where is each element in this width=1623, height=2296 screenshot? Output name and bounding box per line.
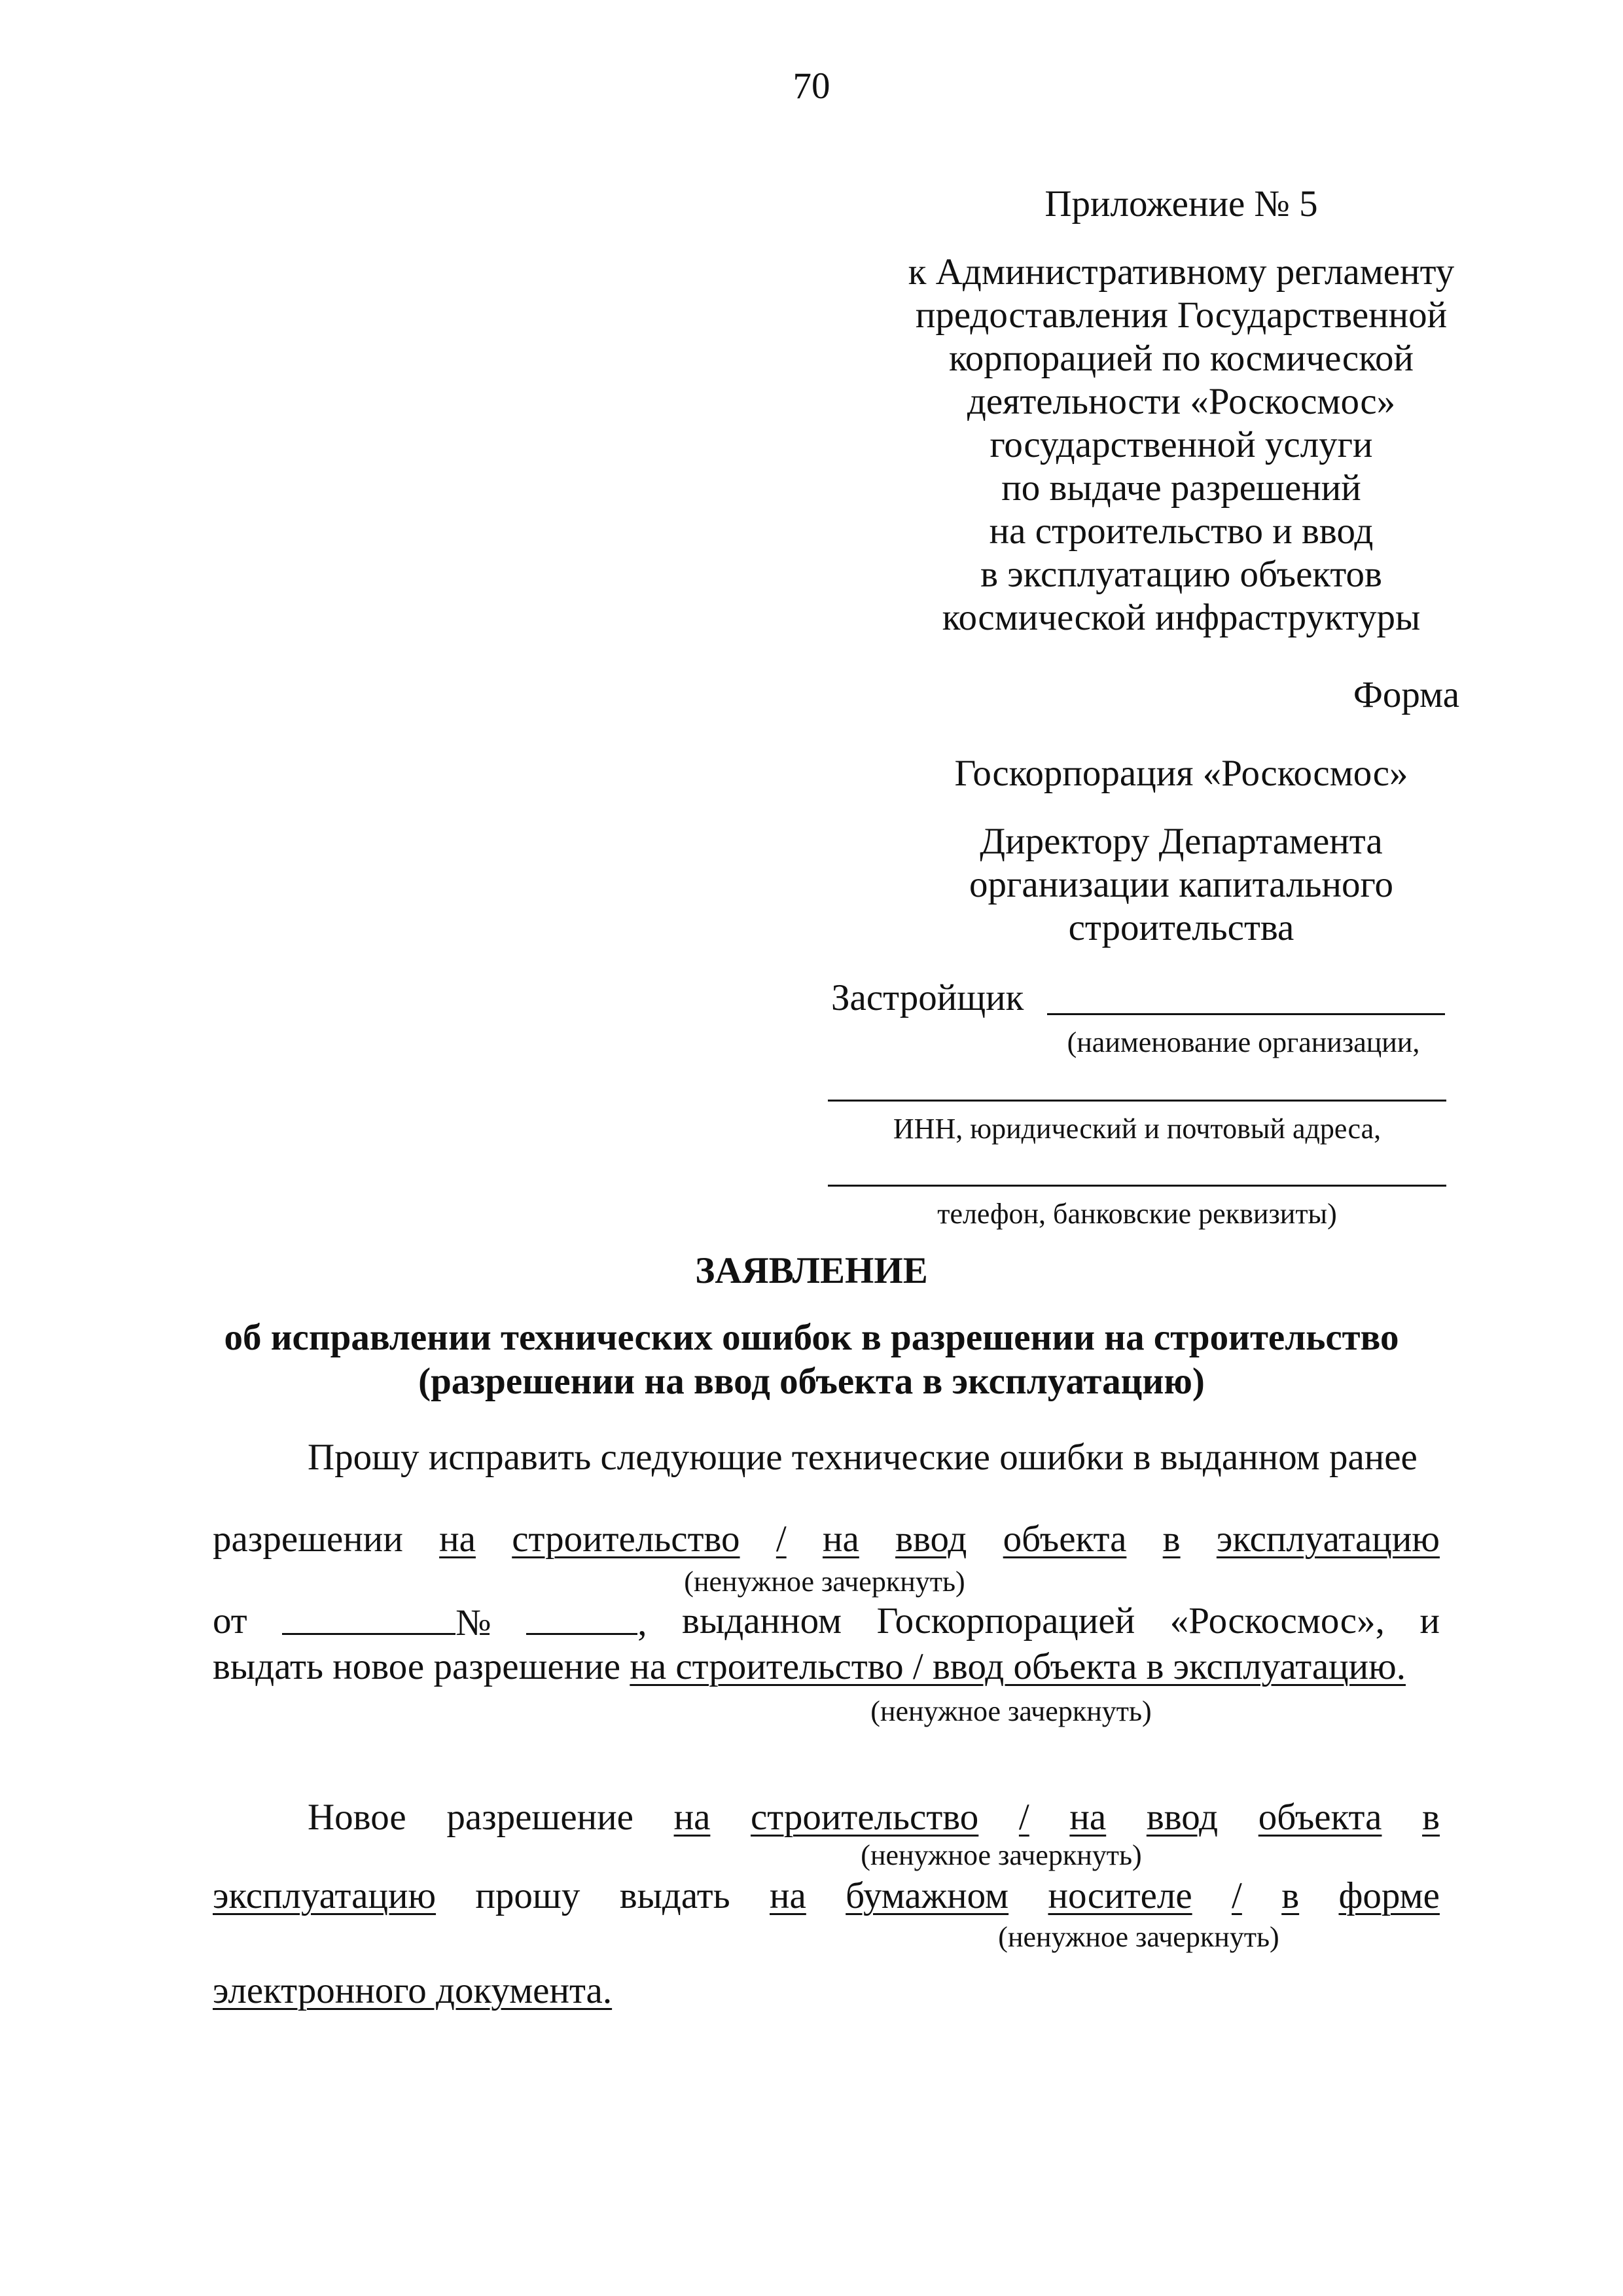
appendix-line: корпорацией по космической [949, 338, 1414, 379]
word-underlined: ввод [1146, 1797, 1219, 1838]
appendix-line: предоставления Государственной [915, 295, 1448, 336]
developer-label: Застройщик [831, 977, 1024, 1018]
appendix-line: на строительство и ввод [989, 511, 1374, 552]
document-title: ЗАЯВЛЕНИЕ [695, 1250, 928, 1291]
paragraph-2-line-3 [213, 1970, 998, 2012]
word: Госкорпорацией [876, 1600, 1135, 1641]
word-underlined: объекта [1258, 1797, 1382, 1838]
permit-date-field[interactable] [282, 1600, 455, 1635]
permit-type-options: на строительство / ввод объекта в эксплуатацию. [630, 1646, 1406, 1687]
subtitle-line: (разрешении на ввод объекта в эксплуатацию) [418, 1361, 1205, 1403]
paragraph-1-line-3 [213, 1600, 1440, 1644]
word: разрешение [446, 1797, 633, 1838]
paragraph-1-line-2 [213, 1518, 1440, 1560]
word-underlined: строительство [751, 1797, 979, 1838]
word-underlined: на [822, 1518, 859, 1560]
date-and-number [282, 1600, 491, 1644]
strike-hint: (ненужное зачеркнуть) [861, 1839, 1142, 1871]
strike-hint: (ненужное зачеркнуть) [684, 1566, 965, 1598]
word-underlined: / [1232, 1875, 1242, 1916]
addressee-organization: Госкорпорация «Роскосмос» [954, 753, 1408, 794]
paragraph-1-line-1: Прошу исправить следующие технические ошибки в выданном ранее [308, 1437, 1418, 1478]
developer-inn-field[interactable] [828, 1100, 1446, 1102]
appendix-line: к Административному регламенту [908, 251, 1455, 293]
appendix-line: по выдаче разрешений [1001, 467, 1361, 509]
word-from: от [213, 1600, 247, 1641]
addressee-block [818, 753, 1544, 950]
subtitle-line: об исправлении технических ошибок в разрешении на строительство [224, 1317, 1399, 1358]
document-subtitle [196, 1316, 1427, 1404]
word-underlined: объекта [1003, 1518, 1127, 1560]
appendix-title: Приложение № 5 [1044, 183, 1318, 224]
word-underlined: на [1069, 1797, 1107, 1838]
addressee-line: строительства [1068, 907, 1294, 948]
developer-name-field[interactable] [1047, 1013, 1445, 1015]
page-number: 70 [793, 65, 830, 107]
word-underlined: на [673, 1797, 711, 1838]
paragraph-1-line-4 [213, 1646, 1456, 1688]
form-label: Форма [1353, 674, 1459, 715]
strike-hint: (ненужное зачеркнуть) [870, 1695, 1152, 1727]
word-underlined: на [439, 1518, 476, 1560]
appendix-line: в эксплуатацию объектов [980, 554, 1382, 595]
number-blank-wrap [526, 1600, 647, 1644]
word: выданном [682, 1600, 842, 1641]
word-underlined: форме [1338, 1875, 1440, 1916]
word-underlined: на [770, 1875, 806, 1916]
word-underlined: в [1422, 1797, 1440, 1838]
developer-phone-field[interactable] [828, 1185, 1446, 1187]
permit-number-field[interactable] [526, 1600, 637, 1635]
word-underlined: носителе [1048, 1875, 1192, 1916]
word-underlined: эксплуатацию [1216, 1518, 1440, 1560]
word: разрешении [213, 1518, 403, 1560]
word-underlined: бумажном [846, 1875, 1009, 1916]
word: «Роскосмос», [1169, 1600, 1385, 1641]
appendix-line: космической инфраструктуры [942, 597, 1421, 638]
word-underlined: эксплуатацию [213, 1875, 437, 1916]
number-sign: № [455, 1602, 491, 1643]
developer-hint-name: (наименование организации, [1067, 1026, 1420, 1058]
addressee-line: организации капитального [969, 864, 1393, 905]
paragraph-2-line-1 [308, 1797, 1440, 1839]
word-underlined: в [1162, 1518, 1181, 1560]
word: и [1419, 1600, 1440, 1641]
paragraph-2-line-2 [213, 1875, 1440, 1917]
word-underlined: ввод [895, 1518, 967, 1560]
developer-hint-phone: телефон, банковские реквизиты) [937, 1198, 1337, 1230]
addressee-line: Директору Департамента [980, 821, 1383, 862]
word: прошу [475, 1875, 580, 1916]
strike-hint: (ненужное зачеркнуть) [998, 1921, 1279, 1953]
word-underlined: строительство [512, 1518, 740, 1560]
appendix-line: государственной услуги [990, 424, 1373, 465]
appendix-line: деятельности «Роскосмос» [967, 381, 1396, 422]
word: Новое [308, 1797, 406, 1838]
electronic-document-option: электронного документа. [213, 1970, 613, 2011]
word-underlined: в [1281, 1875, 1300, 1916]
developer-hint-inn: ИНН, юридический и почтовый адреса, [893, 1113, 1382, 1145]
issue-new-permit-text: выдать новое разрешение [213, 1646, 621, 1687]
word: , [637, 1602, 647, 1643]
word-underlined: / [776, 1518, 787, 1560]
appendix-header [818, 183, 1544, 640]
word-underlined: / [1018, 1797, 1029, 1838]
word: выдать [619, 1875, 730, 1916]
